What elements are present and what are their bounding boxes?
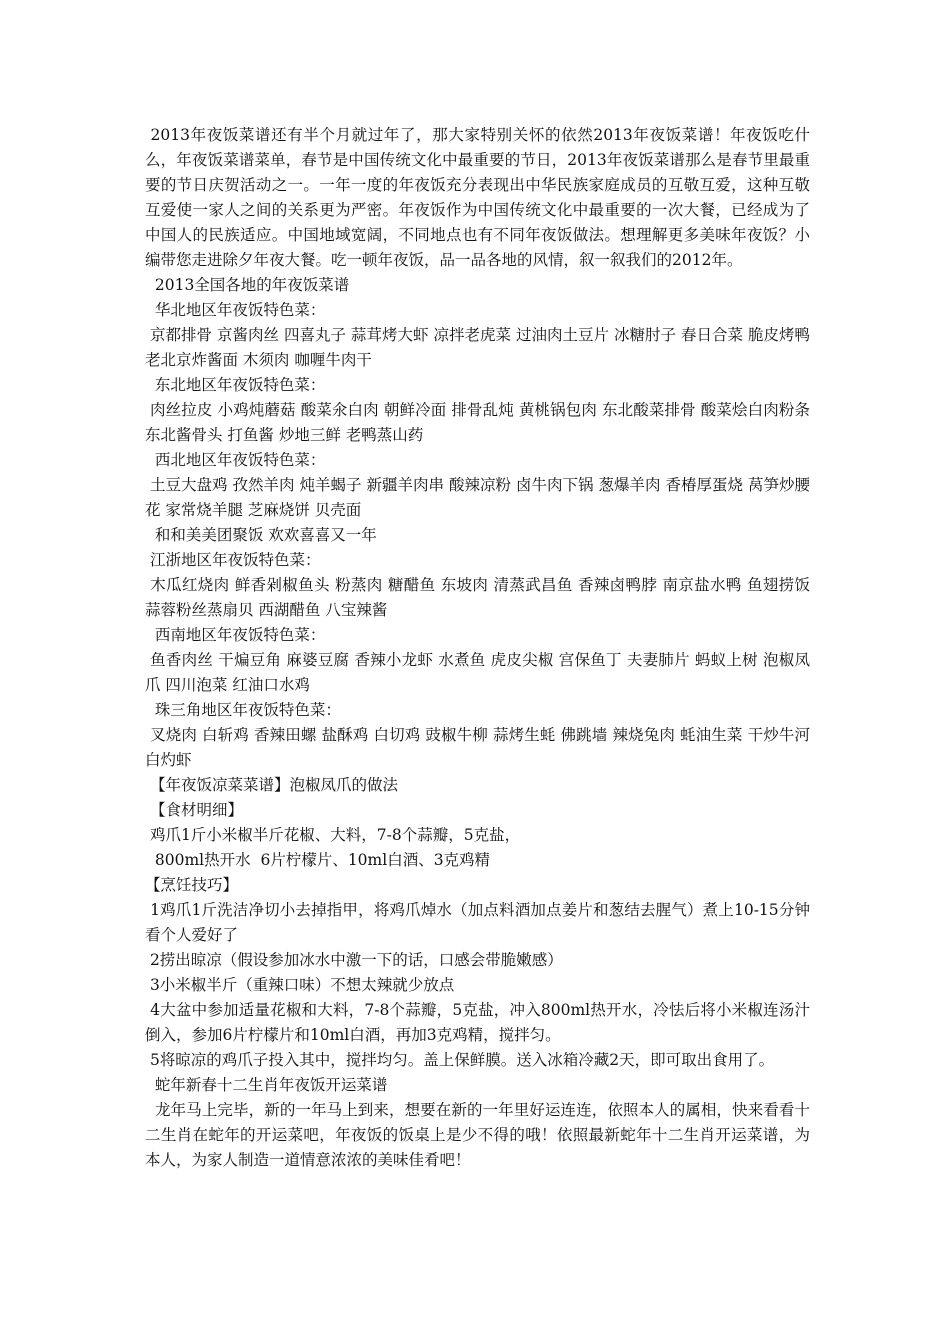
ingredients-line-1: 鸡爪1斤小米椒半斤花椒、大料，7-8个蒜瓣，5克盐， xyxy=(145,826,521,844)
region-heading-north: 华北地区年夜饭特色菜： xyxy=(145,301,326,319)
region-dishes-southwest: 鱼香肉丝 干煸豆角 麻婆豆腐 香辣小龙虾 水煮鱼 虎皮尖椒 宫保鱼丁 夫妻肺片 蚂蚁上树 泡椒凤爪 四川泡菜 红油口水鸡 xyxy=(145,651,810,694)
intro-paragraph: 2013年夜饭菜谱还有半个月就过年了，那大家特别关怀的依然2013年夜饭菜谱！年夜饭吃什么，年夜饭菜谱菜单，春节是中国传统文化中最重要的节日，2013年夜饭菜谱那么是春节里最重要的节日庆贺活动之一。一年一度的年夜饭充分表现出中华民族家庭成员的互敬互爱，这种互敬互爱使一家人之间的关系更为严密。年夜饭作为中国传统文化中最重要的一次大餐，已经成为了中国人的民族适应。中国地域宽阔，不同地点也有不同年夜饭做法。想理解更多美味年夜饭？小编带您走进除夕年夜大餐。吃一顿年夜饭，品一品各地的风情，叙一叙我们的2012年。 xyxy=(145,126,810,269)
region-dishes-jiangzhe: 木瓜红烧肉 鲜香剁椒鱼头 粉蒸肉 糖醋鱼 东坡肉 清蒸武昌鱼 香辣卤鸭脖 南京盐水鸭 鱼翅捞饭 蒜蓉粉丝蒸扇贝 西湖醋鱼 八宝辣酱 xyxy=(145,576,815,619)
region-heading-northeast: 东北地区年夜饭特色菜： xyxy=(145,376,326,394)
recipe-title: 【年夜饭凉菜菜谱】泡椒凤爪的做法 xyxy=(145,776,398,794)
region-heading-northwest: 西北地区年夜饭特色菜： xyxy=(145,451,326,469)
region-dishes-pearl-river-delta: 叉烧肉 白斩鸡 香辣田螺 盐酥鸡 白切鸡 豉椒牛柳 蒜烤生蚝 佛跳墙 辣烧兔肉 蚝油生菜 干炒牛河 白灼虾 xyxy=(145,726,815,769)
region-dishes-north: 京都排骨 京酱肉丝 四喜丸子 蒜茸烤大虾 凉拌老虎菜 过油肉土豆片 冰糖肘子 春日合菜 脆皮烤鸭 老北京炸酱面 木须肉 咖喱牛肉干 xyxy=(145,326,815,369)
step-3: 3小米椒半斤（重辣口味）不想太辣就少放点 xyxy=(145,976,455,994)
region-heading-jiangzhe: 江浙地区年夜饭特色菜： xyxy=(145,551,321,569)
step-4: 4大盆中参加适量花椒和大料，7-8个蒜瓣，5克盐，冲入800ml热开水，冷怯后将小米椒连汤汁倒入，参加6片柠檬片和10ml白酒，再加3克鸡精，搅拌匀。 xyxy=(145,1001,810,1044)
zodiac-paragraph: 龙年马上完毕，新的一年马上到来，想要在新的一年里好运连连，依照本人的属相，快来看看十二生肖在蛇年的开运菜吧，年夜饭的饭桌上是少不得的哦！依照最新蛇年十二生肖开运菜谱，为本人，为家人制造一道情意浓浓的美味佳肴吧！ xyxy=(145,1101,810,1169)
step-1: 1鸡爪1斤洗洁净切小去掉指甲，将鸡爪焯水（加点料酒加点姜片和葱结去腥气）煮上10-15分钟看个人爱好了 xyxy=(145,901,810,944)
region-dishes-northwest: 土豆大盘鸡 孜然羊肉 炖羊蝎子 新疆羊肉串 酸辣凉粉 卤牛肉下锅 葱爆羊肉 香椿厚蛋烧 莴笋炒腰花 家常烧羊腿 芝麻烧饼 贝壳面 xyxy=(145,476,810,519)
region-dishes-northeast: 肉丝拉皮 小鸡炖蘑菇 酸菜氽白肉 朝鲜冷面 排骨乱炖 黄桃锅包肉 东北酸菜排骨 酸菜烩白肉粉条 东北酱骨头 打鱼酱 炒地三鲜 老鸭蒸山药 xyxy=(145,401,815,444)
region-heading-pearl-river-delta: 珠三角地区年夜饭特色菜： xyxy=(145,701,341,719)
document-body xyxy=(145,123,815,1173)
zodiac-section-heading: 蛇年新春十二生肖年夜饭开运菜谱 xyxy=(145,1076,388,1094)
ingredients-line-2: 800ml热开水 6片柠檬片、10ml白酒、3克鸡精 xyxy=(145,851,491,869)
section-heading-national-menu: 2013全国各地的年夜饭菜谱 xyxy=(145,276,350,294)
region-heading-southwest: 西南地区年夜饭特色菜： xyxy=(145,626,326,644)
ingredients-heading: 【食材明细】 xyxy=(145,801,243,819)
step-2: 2捞出晾凉（假设参加冰水中激一下的话，口感会带脆嫩感） xyxy=(145,951,563,969)
cooking-tips-heading: 【烹饪技巧】 xyxy=(145,876,239,894)
slogan-line: 和和美美团聚饭 欢欢喜喜又一年 xyxy=(145,526,377,544)
step-5: 5将晾凉的鸡爪子投入其中，搅拌均匀。盖上保鲜膜。送入冰箱冷藏2天，即可取出食用了。 xyxy=(145,1051,775,1069)
